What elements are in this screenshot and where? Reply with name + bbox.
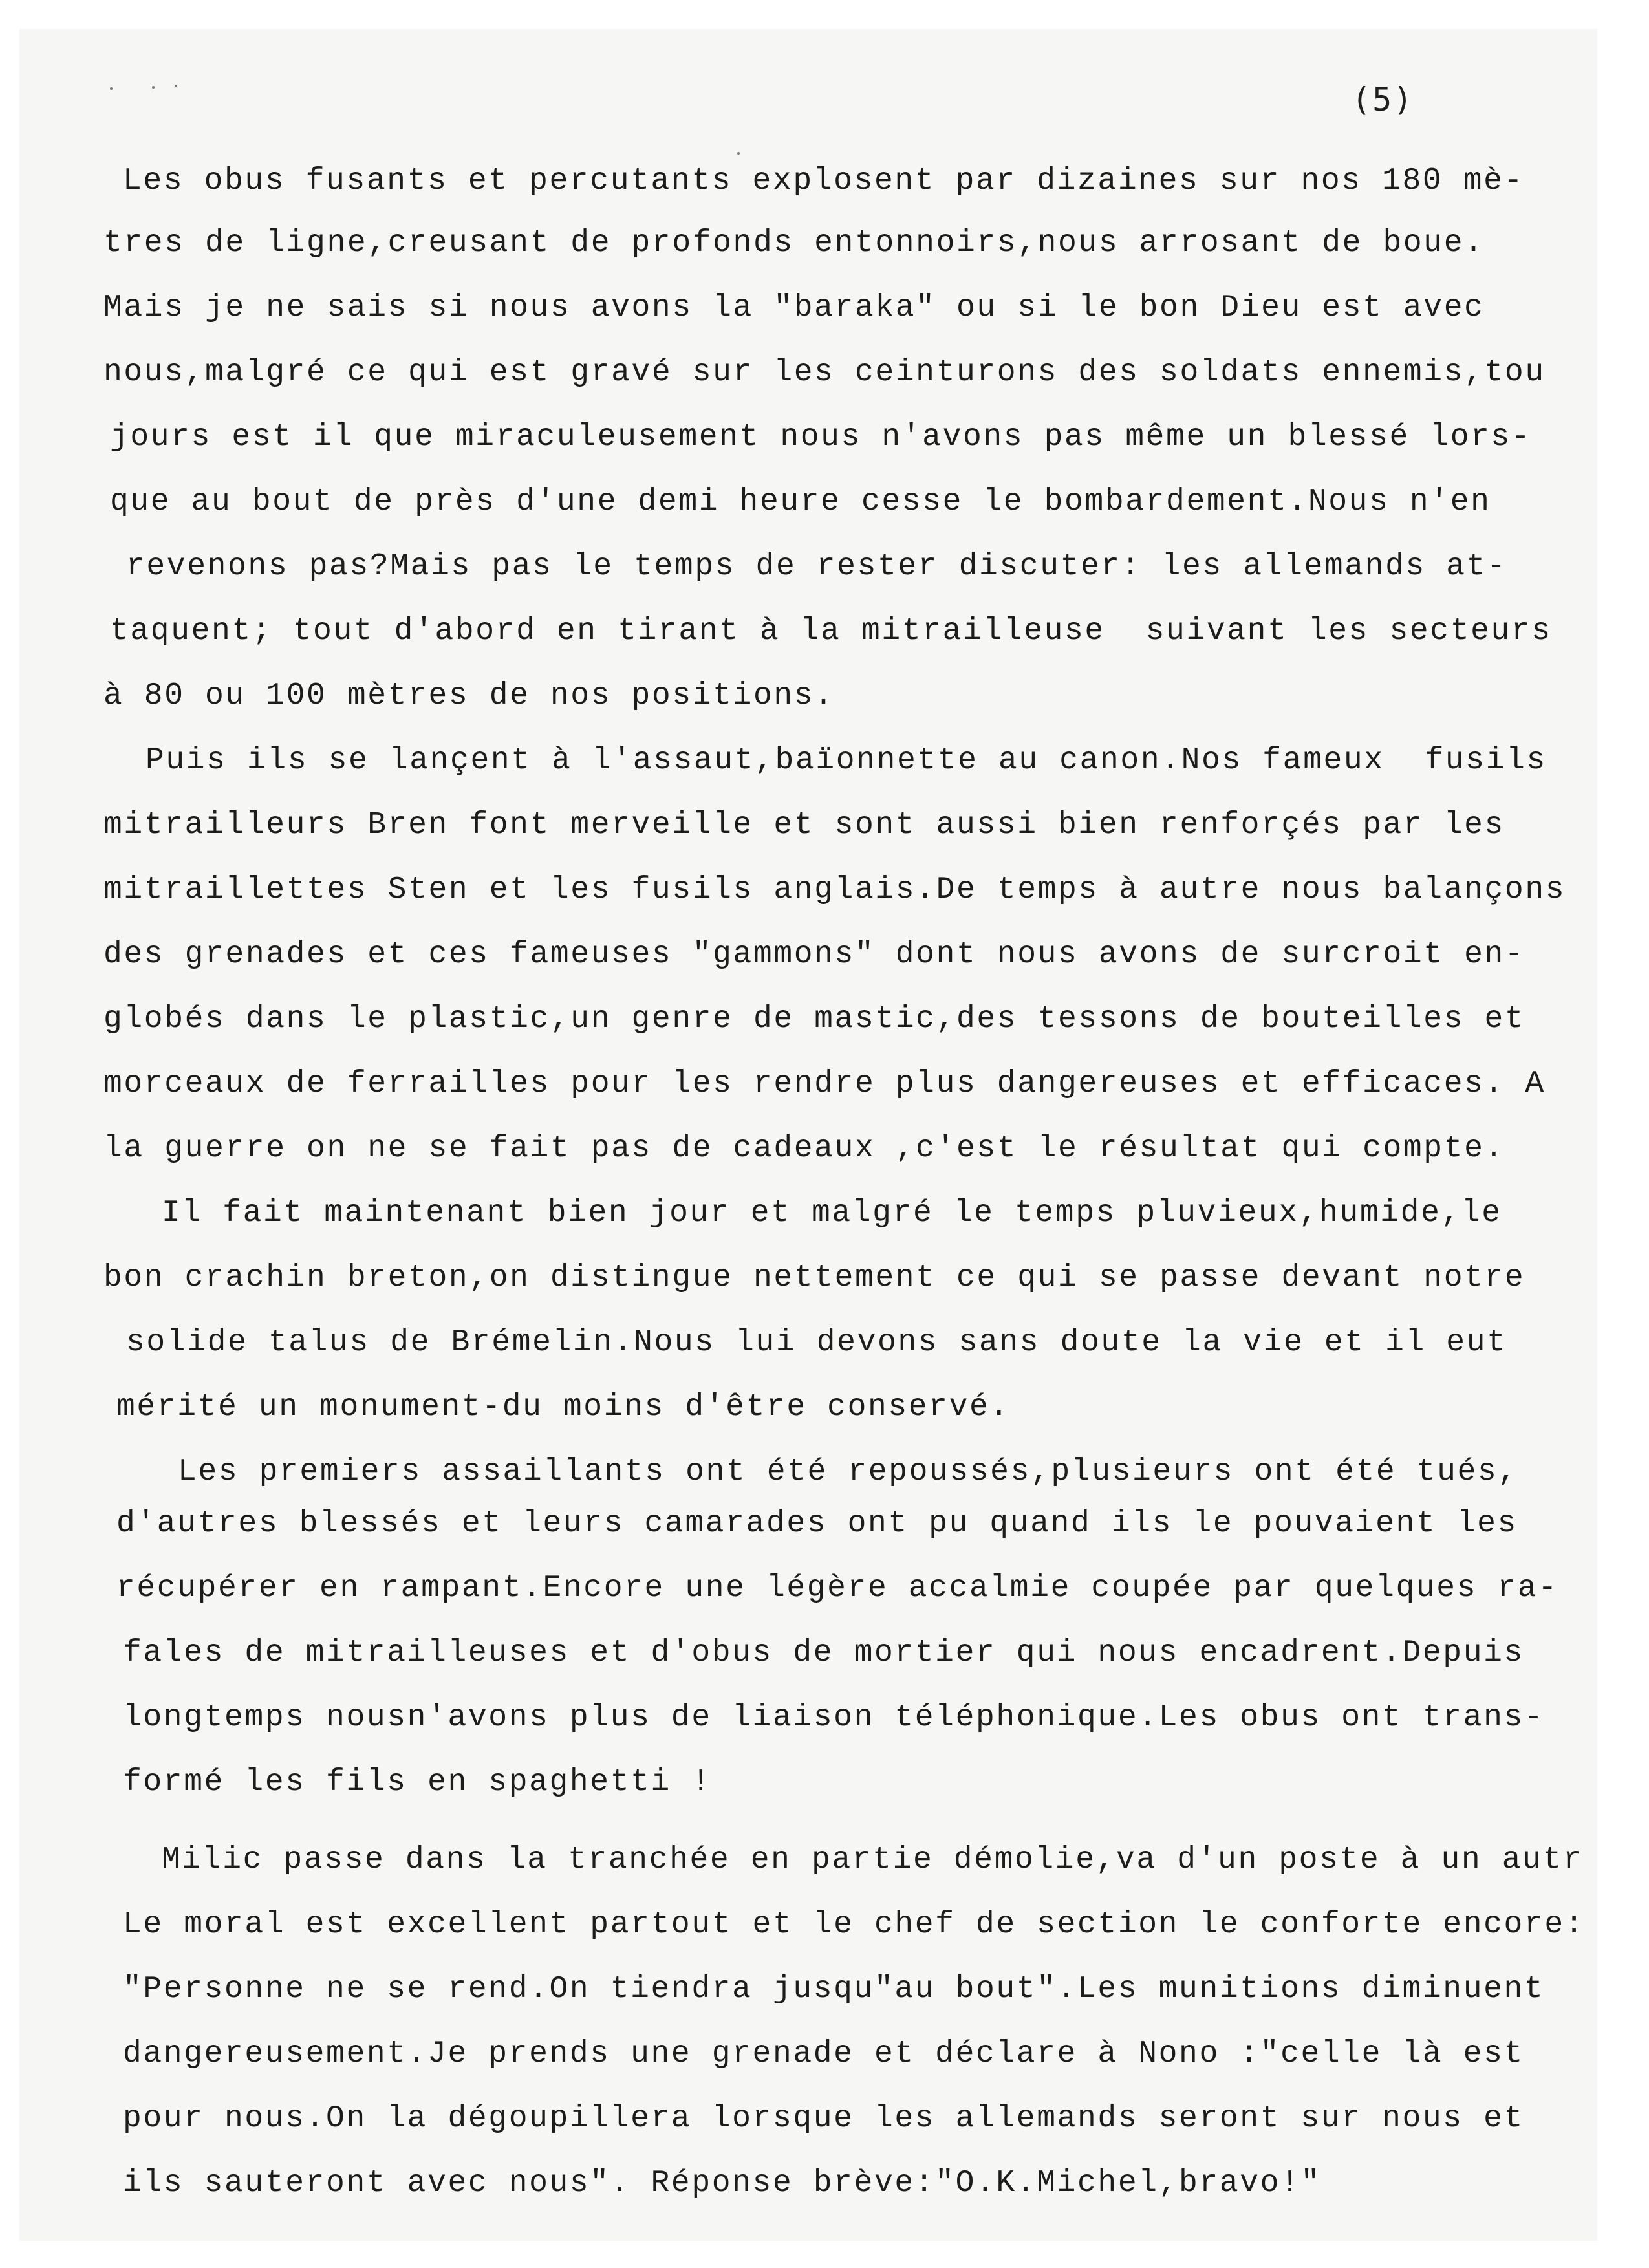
text-line: Les obus fusants et percutants explosent par dizaines sur nos 180 mè- — [123, 164, 1524, 199]
page-number: (5) — [1352, 81, 1414, 118]
paper-speck — [110, 87, 113, 90]
text-line: Les premiers assaillants ont été repoussés,plusieurs ont été tués, — [178, 1454, 1518, 1489]
paper-speck — [175, 85, 177, 87]
text-line: jours est il que miraculeusement nous n'avons pas même un blessé lors- — [110, 420, 1532, 455]
text-line: nous,malgré ce qui est gravé sur les ceinturons des soldats ennemis,tou — [103, 355, 1546, 390]
text-line: revenons pas?Mais pas le temps de rester discuter: les allemands at- — [126, 549, 1507, 584]
text-line: pour nous.On la dégoupillera lorsque les allemands seront sur nous et — [123, 2101, 1524, 2136]
paper-speck — [152, 86, 155, 89]
text-line: tres de ligne,creusant de profonds entonnoirs,nous arrosant de boue. — [103, 226, 1485, 261]
text-line: Puis ils se lançent à l'assaut,baïonnette au canon.Nos fameux fusils — [146, 743, 1547, 778]
text-line: mitraillettes Sten et les fusils anglais.De temps à autre nous balançons — [103, 872, 1566, 907]
paper-speck — [737, 152, 740, 155]
text-line: fales de mitrailleuses et d'obus de mortier qui nous encadrent.Depuis — [123, 1636, 1524, 1670]
text-line: Le moral est excellent partout et le chef de section le conforte encore: — [123, 1907, 1586, 1942]
text-line: bon crachin breton,on distingue nettement ce qui se passe devant notre — [103, 1260, 1525, 1295]
text-line: taquent; tout d'abord en tirant à la mitrailleuse suivant les secteurs — [110, 614, 1552, 649]
text-line: morceaux de ferrailles pour les rendre plus dangereuses et efficaces. A — [103, 1066, 1546, 1101]
text-line: "Personne ne se rend.On tiendra jusqu"au bout".Les munitions diminuent — [123, 1972, 1545, 2007]
text-line: la guerre on ne se fait pas de cadeaux ,c'est le résultat qui compte. — [103, 1131, 1505, 1166]
text-line: récupérer en rampant.Encore une légère accalmie coupée par quelques ra- — [116, 1571, 1558, 1606]
text-line: globés dans le plastic,un genre de mastic,des tessons de bouteilles et — [103, 1002, 1525, 1037]
text-line: formé les fils en spaghetti ! — [123, 1765, 712, 1800]
text-line: longtemps nousn'avons plus de liaison téléphonique.Les obus ont trans- — [123, 1700, 1545, 1735]
text-line: dangereusement.Je prends une grenade et déclare à Nono :"celle là est — [123, 2036, 1524, 2071]
text-line: que au bout de près d'une demi heure cesse le bombardement.Nous n'en — [110, 484, 1491, 519]
text-line: des grenades et ces fameuses "gammons" dont nous avons de surcroit en- — [103, 937, 1525, 972]
text-line: mitrailleurs Bren font merveille et sont aussi bien renforçés par les — [103, 808, 1505, 843]
text-line: mérité un monument-du moins d'être conservé. — [116, 1390, 1010, 1425]
text-line: Mais je ne sais si nous avons la "baraka" ou si le bon Dieu est avec — [103, 290, 1485, 325]
text-line: d'autres blessés et leurs camarades ont pu quand ils le pouvaient les — [116, 1506, 1518, 1541]
text-line: Milic passe dans la tranchée en partie démolie,va d'un poste à un autr — [162, 1842, 1584, 1877]
text-line: Il fait maintenant bien jour et malgré le temps pluvieux,humide,le — [162, 1196, 1502, 1231]
text-line: à 80 ou 100 mètres de nos positions. — [103, 678, 835, 713]
text-line: solide talus de Brémelin.Nous lui devons sans doute la vie et il eut — [126, 1325, 1507, 1360]
text-line: ils sauteront avec nous". Réponse brève:"O.K.Michel,bravo!" — [123, 2166, 1321, 2201]
